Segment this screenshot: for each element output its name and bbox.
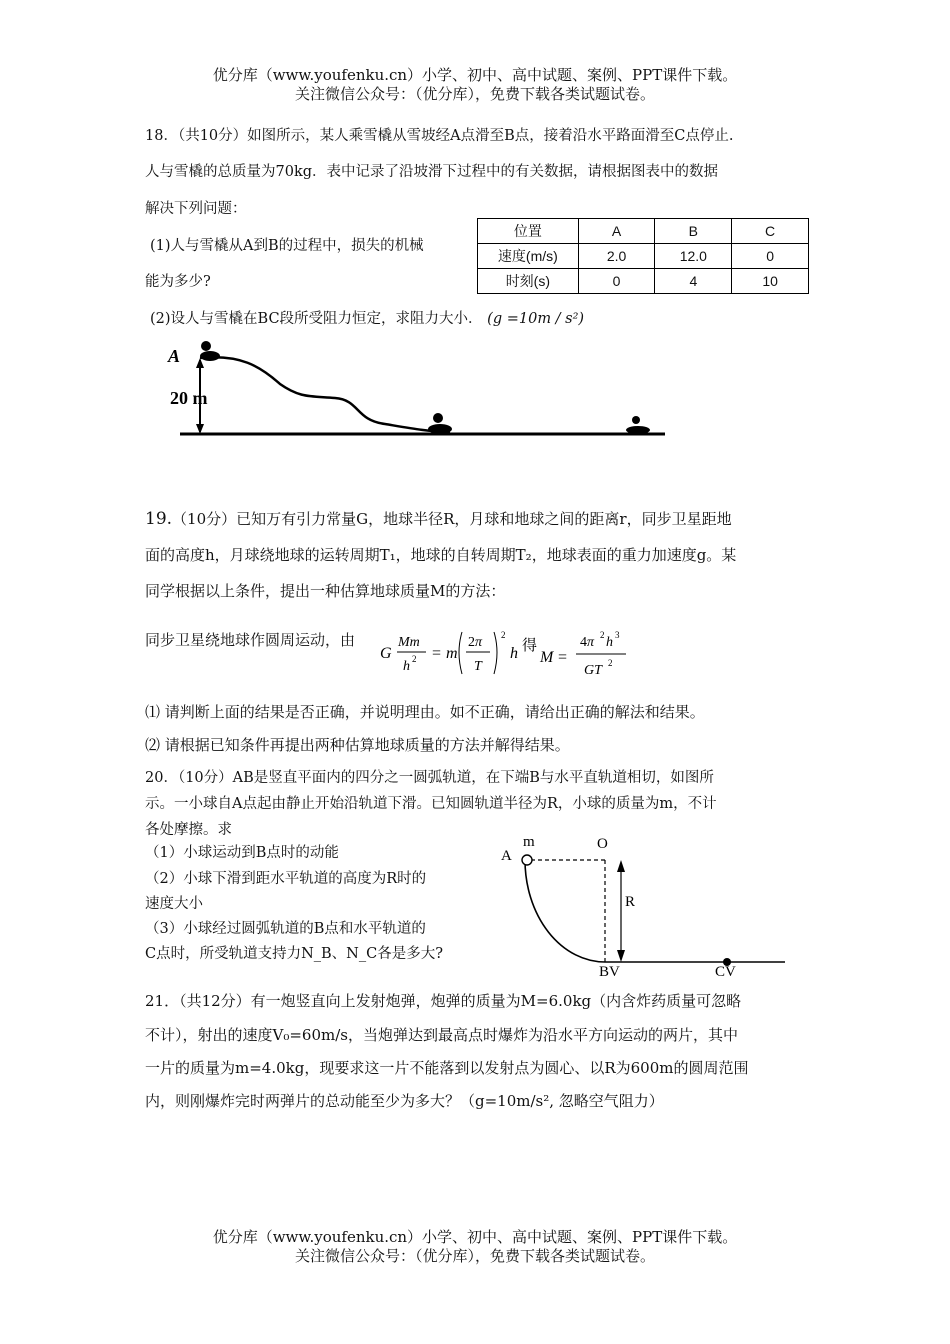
q18-sub1-b: 能为多少? — [145, 274, 211, 290]
q19-method: 同步卫星绕地球作圆周运动，由 — [145, 631, 356, 649]
q21-line-1: 21．（共12分）有一炮竖直向上发射炮弹，炮弹的质量为M=6.0kg（内含炸药质量可忽略 — [145, 992, 742, 1010]
q19-line-1-text: （10分）已知万有引力常量G，地球半径R，月球和地球之间的距离r，同步卫星距地 — [172, 510, 732, 528]
height-arrow-up — [196, 358, 204, 368]
q21-line-2: 不计），射出的速度V₀=60m/s，当炮弹达到最高点时爆炸为沿水平方向运动的两片，其中 — [145, 1026, 738, 1044]
q20-track-figure — [495, 830, 795, 980]
svg-text:h: h — [403, 659, 410, 674]
sled-c-icon — [626, 416, 650, 434]
q18-data-table — [477, 218, 809, 294]
table-cell: 2.0 — [578, 244, 655, 269]
q19-line-1 — [145, 503, 825, 535]
q19-formula-de: 得 — [522, 638, 538, 654]
svg-text:3: 3 — [615, 630, 620, 640]
r-arrow-up — [617, 860, 625, 872]
svg-text:2: 2 — [501, 630, 506, 640]
q19-line-3: 同学根据以上条件，提出一种估算地球质量M的方法： — [145, 582, 506, 600]
svg-text:4π: 4π — [580, 635, 595, 650]
q20-line-2: 示。一小球自A点起由静止开始沿轨道下滑。已知圆轨道半径为R，小球的质量为m，不计 — [145, 796, 717, 812]
q19-line-2: 面的高度h，月球绕地球的运转周期T₁，地球的自转周期T₂，地球表面的重力加速度g。某 — [145, 546, 737, 564]
table-header-position: 位置 — [478, 219, 579, 244]
label-o: O — [597, 836, 608, 852]
svg-text:G: G — [380, 645, 392, 662]
label-a: A — [168, 346, 181, 366]
sled-b-icon — [428, 413, 452, 434]
table-cell: 10 — [732, 269, 809, 294]
svg-text:2: 2 — [600, 630, 605, 640]
q20-sub3-b: C点时，所受轨道支持力N_B、N_C各是多大? — [145, 946, 443, 962]
table-cell: 12.0 — [655, 244, 732, 269]
q18-line-2: 人与雪橇的总质量为70kg．表中记录了沿坡滑下过程中的有关数据，请根据图表中的数据 — [145, 164, 719, 180]
svg-text:h: h — [510, 645, 518, 662]
svg-text:=: = — [432, 645, 442, 662]
slope-curve — [200, 357, 450, 432]
table-header-a: A — [578, 219, 655, 244]
r-arrow-down — [617, 950, 625, 962]
table-row — [478, 219, 809, 244]
table-row — [478, 244, 809, 269]
q18-sub2-text: (2)设人与雪橇在BC段所受阻力恒定，求阻力大小． — [150, 311, 483, 327]
q20-sub2-b: 速度大小 — [145, 896, 203, 912]
q18-line-3: 解决下列问题： — [145, 201, 247, 217]
label-r: R — [625, 894, 636, 910]
q20-line-1: 20．（10分）AB是竖直平面内的四分之一圆弧轨道，在下端B与水平直轨道相切，如图所 — [145, 770, 714, 786]
table-header-c: C — [732, 219, 809, 244]
table-cell: 4 — [655, 269, 732, 294]
label-height: 20 m — [170, 388, 208, 408]
header-line-2: 关注微信公众号：（优分库），免费下载各类试题试卷。 — [294, 85, 655, 103]
q21-line-4: 内，则刚爆炸完时两弹片的总动能至少为多大？（g=10m/s², 忽略空气阻力） — [145, 1092, 664, 1110]
table-header-b: B — [655, 219, 732, 244]
footer-line-1: 优分库（www.youfenku.cn）小学、初中、高中试题、案例、PPT课件下载。 — [212, 1228, 738, 1246]
q19-sub2: ⑵ 请根据已知条件再提出两种估算地球质量的方法并解得结果。 — [145, 736, 570, 754]
label-b-point: BV — [599, 964, 620, 980]
table-cell: 时刻(s) — [478, 269, 579, 294]
header-line-1: 优分库（www.youfenku.cn）小学、初中、高中试题、案例、PPT课件下载。 — [212, 66, 738, 84]
table-cell: 0 — [578, 269, 655, 294]
q18-line-1: 18．（共10分）如图所示，某人乘雪橇从雪坡经A点滑至B点，接着沿水平路面滑至C点停止. — [145, 128, 734, 144]
q19-sub1: ⑴ 请判断上面的结果是否正确，并说明理由。如不正确，请给出正确的解法和结果。 — [145, 703, 705, 721]
svg-text:Mm: Mm — [398, 635, 420, 650]
q19-formula — [378, 624, 638, 684]
q20-sub2-a: （2）小球下滑到距水平轨道的高度为R时的 — [145, 871, 427, 887]
label-m: m — [523, 834, 535, 850]
sled-a-icon — [200, 341, 220, 361]
svg-text:2π: 2π — [468, 635, 483, 650]
svg-text:M: M — [540, 649, 554, 666]
table-cell: 速度(m/s) — [478, 244, 579, 269]
table-row — [478, 269, 809, 294]
q20-sub1: （1）小球运动到B点时的动能 — [145, 845, 339, 861]
footer-line-2: 关注微信公众号：（优分库），免费下载各类试题试卷。 — [294, 1247, 655, 1265]
q21-line-3: 一片的质量为m=4.0kg，现要求这一片不能落到以发射点为圆心、以R为600m的圆周范围 — [145, 1059, 749, 1077]
q20-line-3: 各处摩擦。求 — [145, 822, 232, 838]
q18-sub2 — [150, 304, 584, 334]
svg-text:m: m — [446, 645, 458, 662]
svg-text:GT: GT — [584, 663, 602, 678]
ball-icon — [522, 855, 532, 865]
svg-text:h: h — [606, 635, 613, 650]
q18-sub2-g: (g =10m / s²) — [487, 311, 585, 327]
svg-text:2: 2 — [608, 658, 613, 668]
q19-number: 19. — [145, 509, 173, 529]
q18-slope-figure — [160, 336, 670, 448]
table-cell: 0 — [732, 244, 809, 269]
svg-text:T: T — [474, 659, 482, 674]
label-c-point: CV — [715, 964, 736, 980]
q18-sub1-a: (1)人与雪橇从A到B的过程中，损失的机械 — [150, 238, 424, 254]
svg-text:2: 2 — [412, 654, 417, 664]
svg-text:=: = — [558, 649, 568, 666]
arc-track — [525, 860, 605, 962]
q20-sub3-a: （3）小球经过圆弧轨道的B点和水平轨道的 — [145, 921, 426, 937]
label-a-point: A — [501, 848, 512, 864]
